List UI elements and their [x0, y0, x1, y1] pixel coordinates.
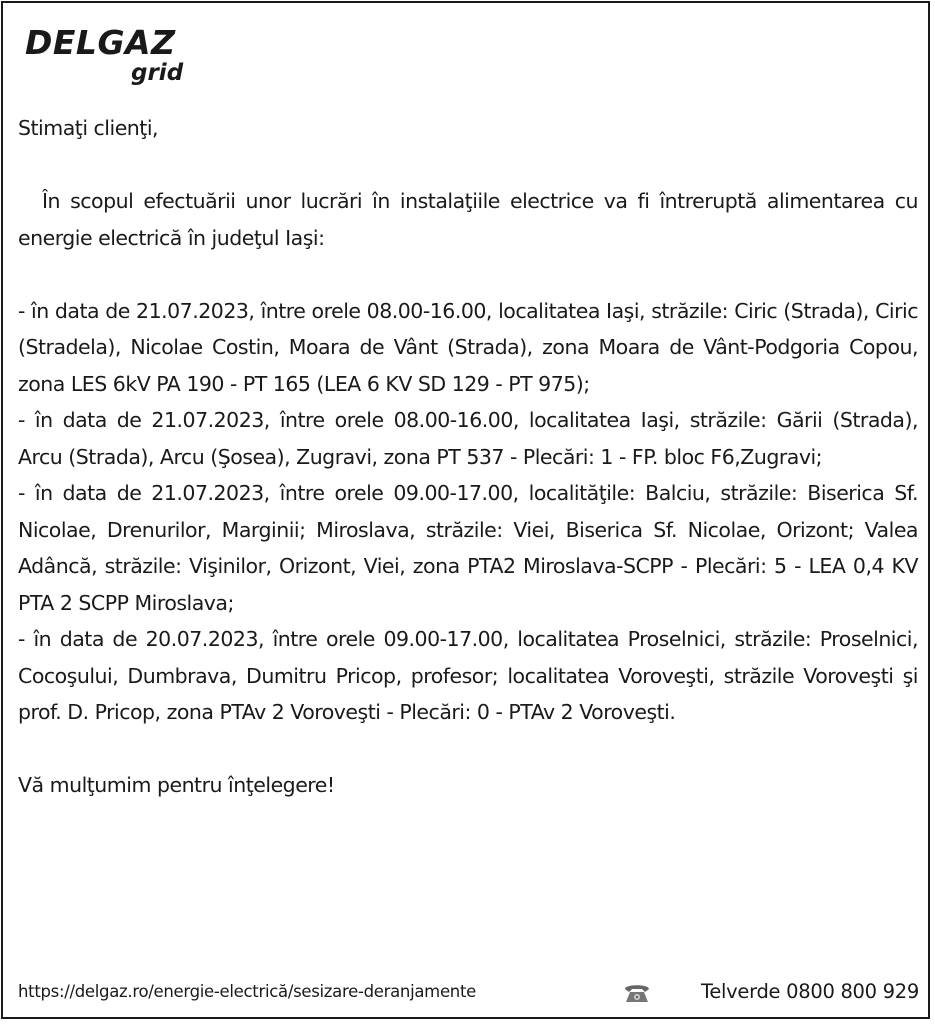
- intro-paragraph: În scopul efectuării unor lucrări în instalaţiile electrice va fi întreruptă alimentarea cu energie electrică în judeţul Iaşi:: [18, 189, 918, 250]
- outage-item: - în data de 21.07.2023, între orele 08.00-16.00, localitatea Iaşi, străzile: Gării (Strada), Arcu (Strada), Arcu (Şosea), Zugravi, zona PT 537 - Plecări: 1 - FP. bloc F6,Zugravi;: [18, 408, 918, 469]
- logo-brand: DELGAZ: [25, 23, 176, 62]
- footer: [18, 978, 919, 1008]
- delgaz-grid-logo: [25, 25, 205, 91]
- logo-sub: grid: [131, 60, 184, 86]
- telephone-icon: [622, 980, 652, 1006]
- report-outage-link[interactable]: https://delgaz.ro/energie-electrică/sesizare-deranjamente: [18, 982, 476, 1001]
- greeting: Stimaţi clienţi,: [18, 116, 159, 140]
- notice-body: [18, 110, 918, 804]
- toll-free-phone: Telverde 0800 800 929: [701, 980, 919, 1003]
- outage-item: - în data de 20.07.2023, între orele 09.00-17.00, localitatea Proselnici, străzile: Proselnici, Cocoşului, Dumbrava, Dumitru Pricop, profesor; localitatea Voroveşti, străzile Voroveşti şi prof. D. Pricop, zona PTAv 2 Voroveşti - Plecări: 0 - PTAv 2 Voroveşti.: [18, 627, 918, 724]
- closing-line: Vă mulţumim pentru înţelegere!: [18, 773, 335, 797]
- outage-item: - în data de 21.07.2023, între orele 08.00-16.00, localitatea Iaşi, străzile: Ciric (Strada), Ciric (Stradela), Nicolae Costin, Moara de Vânt (Strada), zona Moara de Vânt-Podgoria Copou, zona LES 6kV PA 190 - PT 165 (LEA 6 KV SD 129 - PT 975);: [18, 298, 918, 396]
- outage-item: - în data de 21.07.2023, între orele 09.00-17.00, localităţile: Balciu, străzile: Biserica Sf. Nicolae, Drenurilor, Marginii; Miroslava, străzile: Viei, Biserica Sf. Nicolae, Orizont; Valea Adâncă, străzile: Vişinilor, Orizont, Viei, zona PTA2 Miroslava-SCPP - Plecări: 5 - LEA 0,4 KV PTA 2 SCPP Miroslava;: [18, 481, 918, 615]
